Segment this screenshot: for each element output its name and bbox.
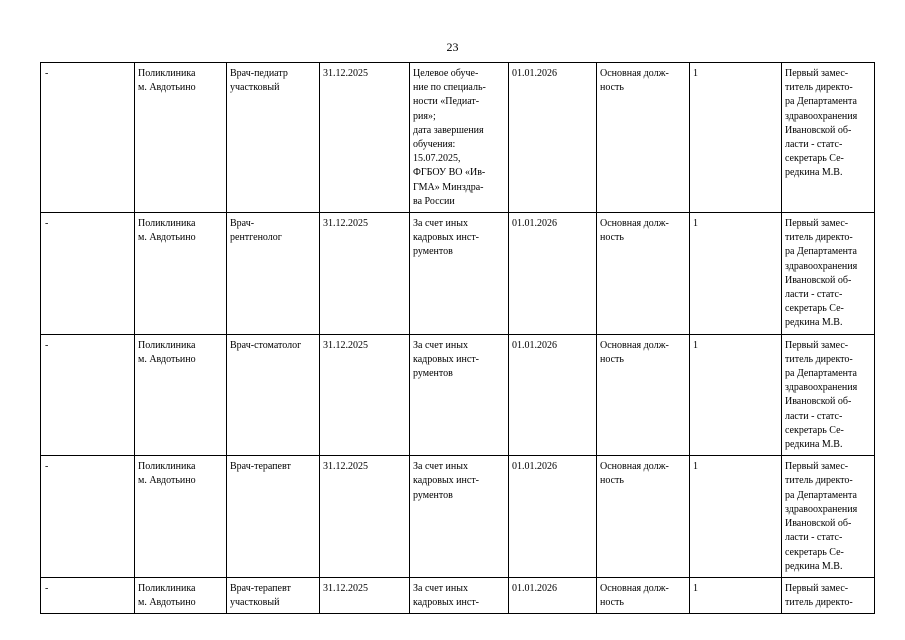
cell-organization: Поликлиника м. Авдотьино: [135, 213, 227, 335]
cell-organization: Поликлиника м. Авдотьино: [135, 63, 227, 213]
cell-fill-date: 01.01.2026: [509, 334, 597, 456]
cell-position-type: Основная долж- ность: [597, 456, 690, 578]
cell-responsible: Первый замес- титель директо- ра Департамента здравоохранения Ивановской об- ласти - статс- секретарь Се- редкина М.В.: [782, 456, 875, 578]
cell-organization: Поликлиника м. Авдотьино: [135, 334, 227, 456]
cell-vacancy-date: 31.12.2025: [320, 456, 410, 578]
cell-count: 1: [690, 213, 782, 335]
cell-position: Врач- рентгенолог: [227, 213, 320, 335]
cell-fill-date: 01.01.2026: [509, 63, 597, 213]
table-row: [41, 334, 875, 456]
cell-vacancy-date: 31.12.2025: [320, 577, 410, 613]
cell-vacancy-date: 31.12.2025: [320, 334, 410, 456]
cell-responsible: Первый замес- титель директо- ра Департамента здравоохранения Ивановской об- ласти - статс- секретарь Се- редкина М.В.: [782, 334, 875, 456]
cell-source: Целевое обуче- ние по специаль- ности «Педиат- рия»; дата завершения обучения: 15.07.2025, ФГБОУ ВО «Ив- ГМА» Минздра- ва России: [410, 63, 509, 213]
cell-responsible: Первый замес- титель директо- ра Департамента здравоохранения Ивановской об- ласти - статс- секретарь Се- редкина М.В.: [782, 63, 875, 213]
cell-source: За счет иных кадровых инст- рументов: [410, 213, 509, 335]
cell-fill-date: 01.01.2026: [509, 577, 597, 613]
cell-fill-date: 01.01.2026: [509, 456, 597, 578]
cell-position-type: Основная долж- ность: [597, 334, 690, 456]
cell-fill-date: 01.01.2026: [509, 213, 597, 335]
cell-organization: Поликлиника м. Авдотьино: [135, 577, 227, 613]
cell-position-type: Основная долж- ность: [597, 213, 690, 335]
cell-count: 1: [690, 63, 782, 213]
table-row: [41, 213, 875, 335]
cell-source: За счет иных кадровых инст-: [410, 577, 509, 613]
cell-responsible: Первый замес- титель директо-: [782, 577, 875, 613]
cell-position: Врач-стоматолог: [227, 334, 320, 456]
cell-position: Врач-педиатр участковый: [227, 63, 320, 213]
page-number: 23: [446, 40, 459, 54]
cell-position-type: Основная долж- ность: [597, 577, 690, 613]
cell-position: Врач-терапевт участковый: [227, 577, 320, 613]
cell-source: За счет иных кадровых инст- рументов: [410, 334, 509, 456]
cell-number: -: [41, 577, 135, 613]
cell-vacancy-date: 31.12.2025: [320, 213, 410, 335]
cell-count: 1: [690, 334, 782, 456]
cell-position: Врач-терапевт: [227, 456, 320, 578]
cell-organization: Поликлиника м. Авдотьино: [135, 456, 227, 578]
cell-vacancy-date: 31.12.2025: [320, 63, 410, 213]
cell-number: -: [41, 213, 135, 335]
cell-number: -: [41, 456, 135, 578]
cell-number: -: [41, 63, 135, 213]
table-row: [41, 577, 875, 613]
cell-number: -: [41, 334, 135, 456]
table-row: [41, 456, 875, 578]
cell-count: 1: [690, 456, 782, 578]
cell-position-type: Основная долж- ность: [597, 63, 690, 213]
vacancy-table: [40, 62, 875, 614]
table-row: [41, 63, 875, 213]
cell-count: 1: [690, 577, 782, 613]
cell-responsible: Первый замес- титель директо- ра Департамента здравоохранения Ивановской об- ласти - статс- секретарь Се- редкина М.В.: [782, 213, 875, 335]
cell-source: За счет иных кадровых инст- рументов: [410, 456, 509, 578]
